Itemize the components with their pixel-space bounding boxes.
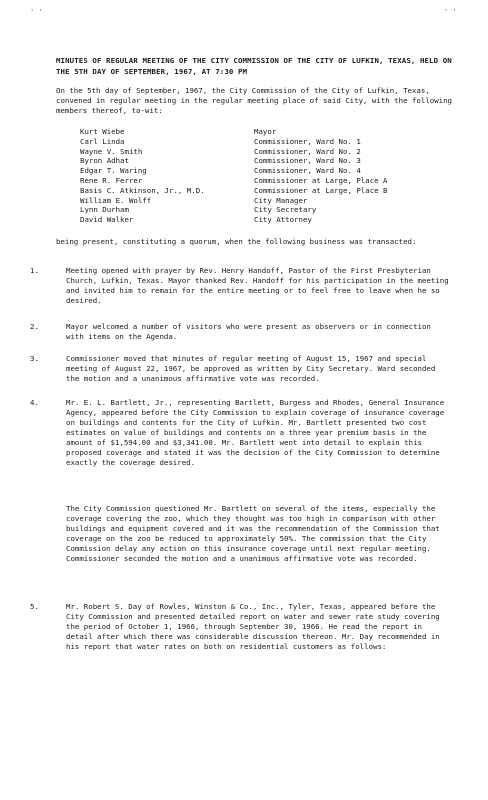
item-number: 3. xyxy=(30,354,39,363)
item-text: Mr. E. L. Bartlett, Jr., representing Bartlett, Burgess and Rhodes, General Insurance Agency, appeared before the City Commission to explain coverage of insurance coverage on buildings and contents for the City of Lufkin. Mr. Bartlett presented two cost estimates on value of buildings and contents on a three year premium basis in the amount of $1,594.00 and $3,341.00. Mr. Bartlett went into detail to explain this proposed coverage and stated it was the decision of the City Commission to determine exactly the coverage desired. xyxy=(66,398,445,467)
item-4-continuation: The City Commission questioned Mr. Bartlett on several of the items, especially the coverage covering the zoo, which they thought was too high in comparison with other buildings and equipment covered and it was the recommendation of the Commission that coverage on the zoo be reduced to approximately 50%. The commission that the City Commission delay any action on this insurance coverage until next regular meeting. Commissioner seconded the motion and a unanimous affirmative vote was recorded. xyxy=(66,504,440,563)
member-name: Rene R. Ferrer xyxy=(80,175,143,185)
item-number: 1. xyxy=(30,266,39,275)
member-title: City Attorney xyxy=(254,215,312,225)
member-name: Wayne V. Smith xyxy=(80,146,143,156)
member-name: Byron Adhat xyxy=(80,156,129,166)
member-name: Edgar T. Waring xyxy=(80,166,147,176)
item-text: Commissioner moved that minutes of regular meeting of August 15, 1967 and special meeting of August 22, 1967, be approved as written by City Secretary. Ward seconded the motion and a unanimous affirmative vote was recorded. xyxy=(66,354,436,383)
member-name: David Walker xyxy=(80,215,134,225)
member-title: Commissioner, Ward No. 3 xyxy=(254,156,361,166)
member-title: Commissioner at Large, Place B xyxy=(254,185,388,195)
member-name: Lynn Durham xyxy=(80,205,129,215)
member-name: William E. Wolff xyxy=(80,195,152,205)
member-name: Kurt Wiebe xyxy=(80,127,125,136)
minutes-heading: MINUTES OF REGULAR MEETING OF THE CITY COMMISSION OF THE CITY OF LUFKIN, TEXAS, HELD ON THE 5TH DAY OF SEPTEMBER, 1967, AT 7:30 PM xyxy=(56,56,452,76)
agenda-item-4 xyxy=(30,398,460,468)
member-row xyxy=(80,196,460,206)
member-row xyxy=(80,147,460,157)
member-title: City Secretary xyxy=(254,205,317,215)
agenda-item-3 xyxy=(30,354,460,384)
members-list xyxy=(80,127,460,225)
agenda-item-1 xyxy=(30,266,460,306)
member-row xyxy=(80,166,460,176)
member-name: Carl Linda xyxy=(80,136,125,146)
quorum-paragraph: being present, constituting a quorum, when the following business was transacted: xyxy=(56,237,417,246)
member-title: Mayor xyxy=(254,127,277,136)
member-row xyxy=(80,205,460,215)
member-row xyxy=(80,176,460,186)
item-number: 4. xyxy=(30,398,39,407)
agenda-item-2 xyxy=(30,322,460,342)
member-row xyxy=(80,156,460,166)
member-title: City Manager xyxy=(254,195,308,205)
item-text: Meeting opened with prayer by Rev. Henry Handoff, Pastor of the First Presbyterian Church, Lufkin, Texas. Mayor thanked Rev. Handoff for his participation in the meeting and invited him to remain for the entire meeting or to feel free to leave when he so desired. xyxy=(66,266,449,305)
member-name: Basis C. Atkinson, Jr., M.D. xyxy=(80,185,205,195)
item-number: 2. xyxy=(30,322,39,331)
member-title: Commissioner, Ward No. 1 xyxy=(254,136,361,146)
member-row xyxy=(80,186,460,196)
member-row xyxy=(80,127,460,137)
item-text: Mayor welcomed a number of visitors who were present as observers or in connection with items on the Agenda. xyxy=(66,322,431,341)
member-title: Commissioner, Ward No. 4 xyxy=(254,166,361,176)
item-text: Mr. Robert S. Day of Rowles, Winston & Co., Inc., Tyler, Texas, appeared before the City Commission and presented detailed report on water and sewer rate study covering the period of October 1, 1966, through September 30, 1966. He read the report in detail after which there was considerable discussion thereon. Mr. Day recommended in his report that water rates on both on residential customers as follows: xyxy=(66,602,440,651)
corner-mark-left: ' ' xyxy=(30,8,43,16)
member-row xyxy=(80,137,460,147)
corner-mark-right: ' ' xyxy=(444,8,457,16)
member-title: Commissioner, Ward No. 2 xyxy=(254,146,361,156)
item-number: 5. xyxy=(30,602,39,611)
agenda-item-5 xyxy=(30,602,460,652)
member-row xyxy=(80,215,460,225)
member-title: Commissioner at Large, Place A xyxy=(254,175,388,185)
intro-paragraph: On the 5th day of September, 1967, the City Commission of the City of Lufkin, Texas, convened in regular meeting in the regular meeting place of said City, with the following members thereof, to-wit: xyxy=(56,86,453,115)
